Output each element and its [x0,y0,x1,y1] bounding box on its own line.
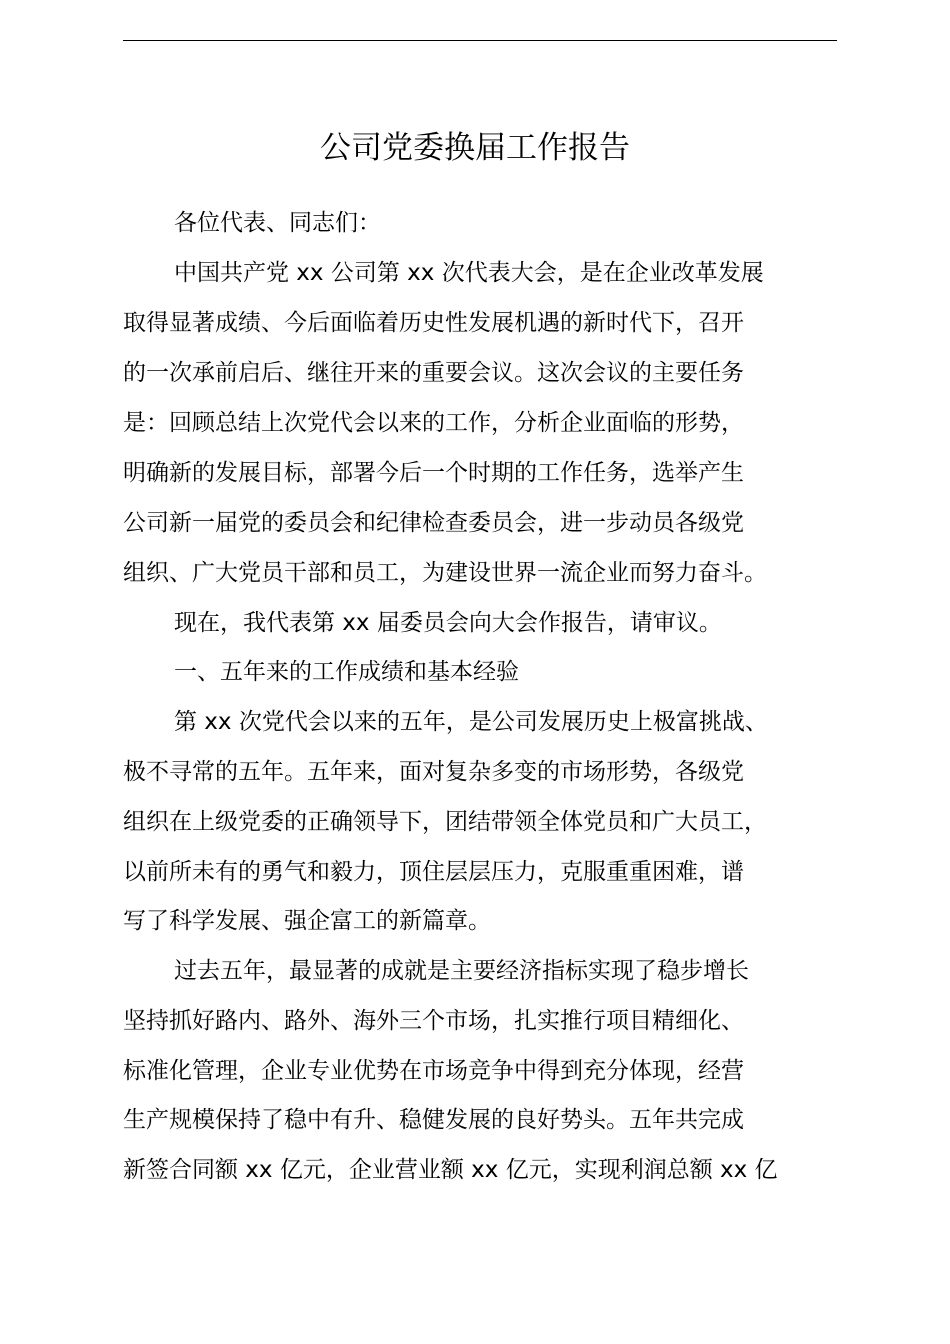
paragraph-line: 明确新的发展目标，部署今后一个时期的工作任务，选举产生 [123,460,744,486]
section-heading: 一、五年来的工作成绩和基本经验 [174,659,519,685]
paragraph-line: 的一次承前启后、继往开来的重要会议。这次会议的主要任务 [123,360,744,386]
paragraph-line: 是：回顾总结上次党代会以来的工作，分析企业面临的形势， [123,410,744,436]
paragraph-line: 标准化管理，企业专业优势在市场竞争中得到充分体现，经营 [123,1058,744,1084]
paragraph-line: 坚持抓好路内、路外、海外三个市场，扎实推行项目精细化、 [123,1008,744,1034]
paragraph-line: 写了科学发展、强企富工的新篇章。 [123,908,491,934]
paragraph-line: 取得显著成绩、今后面临着历史性发展机遇的新时代下，召开 [123,310,744,336]
salutation: 各位代表、同志们： [174,210,381,236]
paragraph-line: 极不寻常的五年。五年来，面对复杂多变的市场形势，各级党 [123,759,744,785]
paragraph-line: 现在，我代表第 xx 届委员会向大会作报告，请审议。 [174,610,722,636]
paragraph-line: 以前所未有的勇气和毅力，顶住层层压力，克服重重困难，谱 [123,859,744,885]
paragraph-line: 生产规模保持了稳中有升、稳健发展的良好势头。五年共完成 [123,1107,744,1133]
document-title: 公司党委换届工作报告 [320,130,630,166]
paragraph-line: 组织、广大党员干部和员工，为建设世界一流企业而努力奋斗。 [123,560,767,586]
paragraph-line: 第 xx 次党代会以来的五年，是公司发展历史上极富挑战、 [174,709,768,735]
paragraph-line: 中国共产党 xx 公司第 xx 次代表大会，是在企业改革发展 [174,260,764,286]
paragraph-line: 组织在上级党委的正确领导下，团结带领全体党员和广大员工， [123,809,767,835]
paragraph-line: 新签合同额 xx 亿元，企业营业额 xx 亿元，实现利润总额 xx 亿 [123,1157,778,1183]
header-rule [123,40,837,41]
paragraph-line: 公司新一届党的委员会和纪律检查委员会，进一步动员各级党 [123,510,744,536]
paragraph-line: 过去五年，最显著的成就是主要经济指标实现了稳步增长 [174,958,749,984]
